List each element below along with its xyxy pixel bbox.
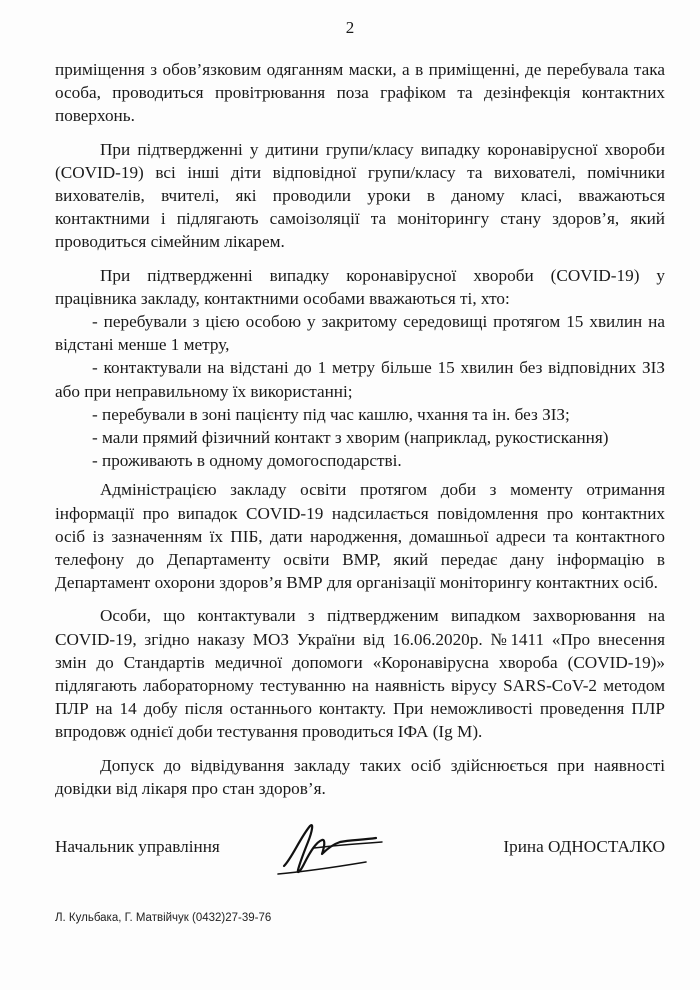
paragraph-6: Допуск до відвідування закладу таких осіб здійснюється при наявності довідки від лікаря про стан здоров’я. — [55, 755, 665, 798]
paragraph-1: приміщення з обов’язковим одяганням маски, а в приміщенні, де перебувала така особа, проводиться провітрювання поза графіком та дезінфекція контактних поверхонь. — [55, 60, 665, 126]
paragraph-2: При підтвердженні у дитини групи/класу випадку коронавірусної хвороби (COVID-19) всі інші діти відповідної групи/класу та вихователі, помічники вихователів, вчителі, які проводили уроки в даному класі, вважаються контактними і підлягають самоізоляції та моніторингу стану здоров’я, який проводиться сімейним лікарем. — [55, 139, 665, 252]
contact-criteria-item: - мали прямий фізичний контакт з хворим (наприклад, рукостискання) — [92, 428, 609, 448]
page-number: 2 — [345, 18, 355, 37]
contact-criteria-item: - перебували з цією особою у закритому середовищі протягом 15 хвилин на відстані менше 1 метру, — [55, 312, 665, 355]
executor-contacts: Л. Кульбака, Г. Матвійчук (0432)27-39-76 — [55, 912, 272, 924]
paragraph-3: При підтвердженні випадку коронавірусної хвороби (COVID-19) у працівника закладу, контактними особами вважаються ті, хто: — [55, 265, 665, 308]
paragraph-4: Адміністрацією закладу освіти протягом доби з моменту отримання інформації про випадок COVID-19 надсилається повідомлення про контактних осіб із зазначенням їх ПІБ, дати народження, домашньої адреси та контактного телефону до Департаменту освіти ВМР, який передає дану інформацію в Департамент охорони здоров’я ВМР для організації моніторингу контактних осіб. — [55, 480, 665, 593]
signatory-position: Начальник управління — [55, 837, 220, 856]
handwritten-signature — [270, 818, 390, 880]
paragraph-5: Особи, що контактували з підтвердженим випадком захворювання на COVID-19, згідно наказу МОЗ України від 16.06.2020р. №1411 «Про внесення змін до Стандартів медичної допомоги «Коронавірусна хвороба (COVID-19)» підлягають лабораторному тестуванню на наявність вірусу SARS-CoV-2 методом ПЛР на 14 добу після останнього контакту. При неможливості проведення ПЛР впродовж однієї доби тестування проводиться ІФА (Ig M). — [55, 606, 665, 742]
contact-criteria-item: - перебували в зоні пацієнту під час кашлю, чхання та ін. без ЗІЗ; — [92, 404, 570, 424]
contact-criteria-item: - проживають в одному домогосподарстві. — [92, 451, 402, 471]
contact-criteria-item: - контактували на відстані до 1 метру більше 15 хвилин без відповідних ЗІЗ або при неправильному їх використанні; — [55, 358, 665, 401]
letter-body — [55, 58, 665, 800]
signatory-name: Ірина ОДНОСТАЛКО — [503, 837, 665, 856]
